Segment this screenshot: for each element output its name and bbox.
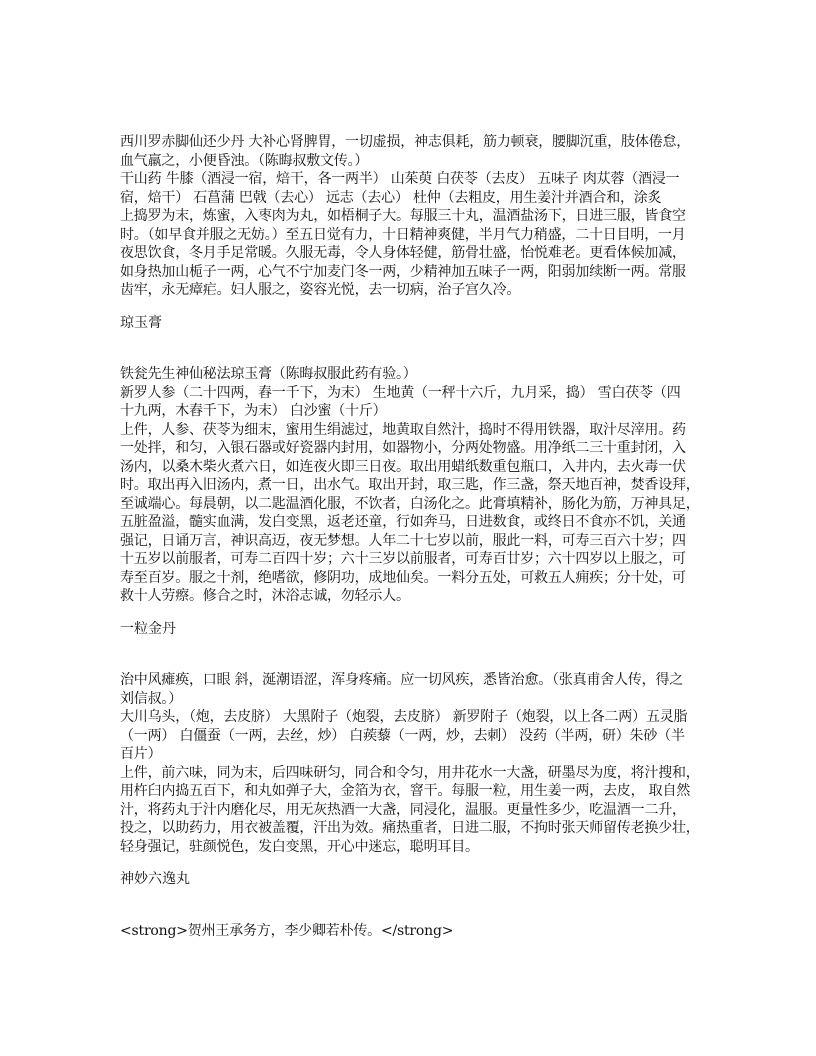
text-line: 干山药 牛膝（酒浸一宿，焙干，各一两半） 山茱萸 白茯苓（去皮） 五味子 肉苁蓉（酒浸一 [120,171,680,187]
text-line: <strong>贺州王承务方，李少卿若朴传。</strong> [120,922,454,939]
text-line: 铁瓮先生神仙秘法琼玉膏（陈晦叔服此药有验。） [120,366,417,382]
text-line: 十五岁以前服者，可寿二百四十岁；六十三岁以前服者，可寿百廿岁；六十四岁以上服之，可 [120,551,686,567]
text-line: 夜思饮食，冬月手足常暖。久服无毒，令人身体轻健，筋骨壮盛，怡悦难老。更看体候加减， [120,245,686,261]
section-heading: 一粒金丹 [120,620,176,637]
text-line: 齿牢，永无瘴疟。妇人服之，姿容光悦，去一切病，治子宫久冷。 [120,282,521,298]
text-line: 宿，焙干） 石菖蒲 巴戟（去心） 远志（去心） 杜仲（去粗皮，用生姜汁并酒合和，涂炙 [120,189,662,206]
text-line: 西川罗赤脚仙还少丹 大补心肾脾胃，一切虚损，神志俱耗，筋力顿衰，腰脚沉重，肢体倦怠， [120,134,691,150]
text-line: （一两） 白僵蚕（一两，去丝，炒） 白蒺藜（一两，炒，去刺） 没药（半两，研）朱砂（半 [120,727,685,744]
text-line: 五脏盈溢，髓实血满，发白变黑，返老还童，行如奔马，日进数食，或终日不食亦不饥，关通 [120,514,686,530]
paragraph [120,922,710,941]
text-line: 十九两，木舂千下，为末） 白沙蜜（十斤） [120,403,387,419]
text-line: 时。取出再入旧汤内，煮一日，出水气。取出开封，取三匙，作三盏，祭天地百神，焚香设拜， [120,477,700,493]
text-line: 治中风瘫痪，口眼 斜，涎潮语涩，浑身疼痛。应一切风疾，悉皆治愈。（张真甫舍人传，得之 [120,672,684,688]
text-line: 上捣罗为末，炼蜜，入枣肉为丸，如梧桐子大。每服三十丸，温酒盐汤下，日进三服，皆食空 [120,208,686,224]
text-line: 如身热加山栀子一两，心气不宁加麦门冬一两，少精神加五味子一两，阳弱加续断一两。常服 [120,263,686,280]
text-line: 汤内，以桑木柴火煮六日，如连夜火即三日夜。取出用蜡纸数重包瓶口，入井内，去火毒一伏 [120,458,686,475]
text-line: 至诚端心。每晨朝，以二匙温酒化服，不饮者，白汤化之。此膏填精补，肠化为筋，万神具足， [120,495,700,512]
document-body [120,133,710,954]
text-line: 一处拌，和匀，入银石器或好瓷器内封用，如器物小，分两处物盛。用净纸二三十重封闭，入 [120,440,686,456]
text-line: 大川乌头，（炮，去皮脐） 大黑附子（炮裂，去皮脐） 新罗附子（炮裂，以上各二两）五灵脂 [120,709,688,725]
text-line: 血气羸之，小便昏浊。（陈晦叔敷文传。） [120,152,369,169]
text-line: 时。（如早食并服之无妨。）至五日觉有力，十日精神爽健，半月气力稍盛，二十日目明，一月 [120,226,686,243]
section-heading: 神妙六逸丸 [120,871,190,887]
text-line: 救十人劳瘵。修合之时，沐浴志诚，勿轻示人。 [120,588,410,604]
text-line: 投之，以助药力，用衣被盖覆，汗出为效。痛热重者，日进二服，不拘时张天师留传老换少壮， [120,820,700,836]
text-line: 轻身强记，驻颜悦色，发白变黑，开心中迷忘，聪明耳目。 [120,838,479,855]
text-line: 百片） [120,746,162,762]
text-line: 新罗人参（二十四两，舂一千下，为末） 生地黄（一秤十六斤，九月采，捣） 雪白茯苓（四 [120,384,681,401]
paragraph [120,671,710,856]
text-line: 刘信叔。） [120,690,182,707]
paragraph [120,133,710,300]
section-heading: 琼玉膏 [120,314,162,331]
text-line: 上件，人参、茯苓为细末，蜜用生绢滤过，地黄取自然汁，捣时不得用铁器，取汁尽滓用。药 [120,421,686,438]
text-line: 上件，前六味，同为末，后四味研匀，同合和令匀，用井花水一大盏，研墨尽为度，将汁搜和， [120,764,700,781]
text-line: 寿至百岁。服之十剂，绝嗜欲，修阴功，成地仙矣。一料分五处，可救五人痈疾；分十处，可 [120,569,686,586]
text-line: 用杵臼内捣五百下，和丸如弹子大，金箔为衣，窨干。每服一粒，用生姜一两，去皮， 取自然 [120,783,691,799]
text-line: 汁，将药丸于汁内磨化尽，用无灰热酒一大盏，同浸化，温服。更量性多少，吃温酒一二升， [120,801,686,818]
paragraph [120,365,710,606]
text-line: 强记，日诵万言，神识高迈，夜无梦想。人年二十七岁以前，服此一料，可寿三百六十岁；四 [120,532,686,549]
